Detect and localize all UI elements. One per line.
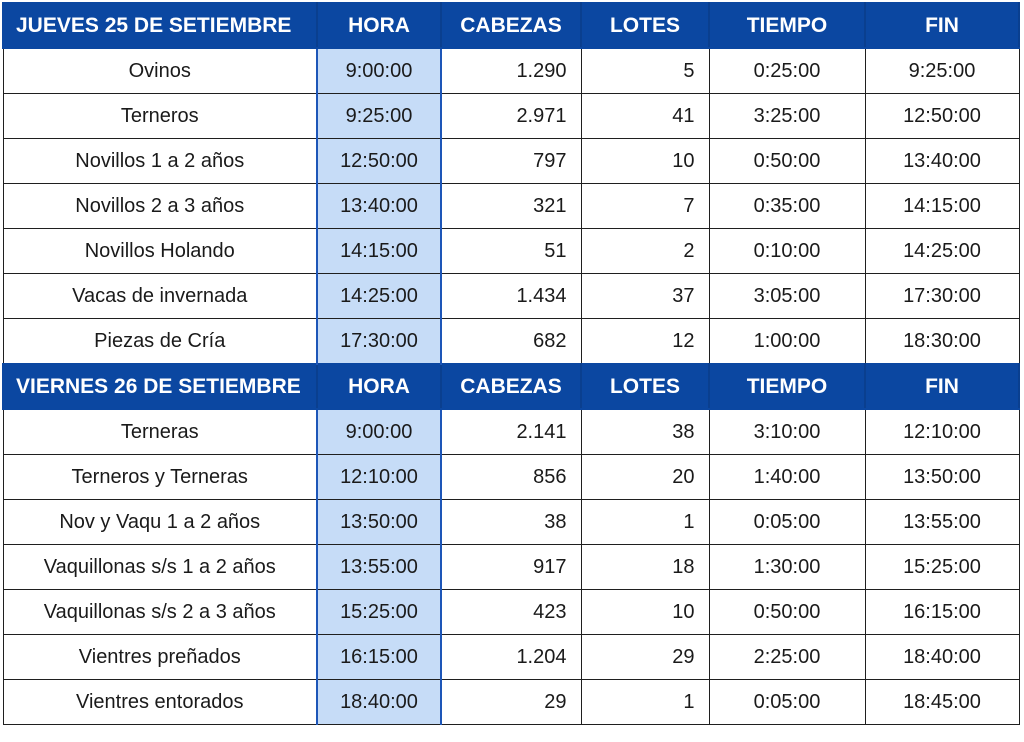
hora-cell: 12:50:00 — [317, 139, 441, 184]
tiempo-cell: 3:25:00 — [709, 94, 865, 139]
day-header-row — [3, 364, 1019, 409]
hora-cell: 9:00:00 — [317, 409, 441, 455]
hora-cell: 14:25:00 — [317, 274, 441, 319]
tiempo-cell: 0:50:00 — [709, 139, 865, 184]
column-header-cabezas: CABEZAS — [441, 3, 581, 48]
fin-cell: 16:15:00 — [865, 590, 1019, 635]
category-cell: Vientres preñados — [3, 635, 317, 680]
fin-cell: 12:50:00 — [865, 94, 1019, 139]
column-header-tiempo: TIEMPO — [709, 364, 865, 409]
hora-cell: 13:50:00 — [317, 500, 441, 545]
lotes-cell: 1 — [581, 500, 709, 545]
table-row — [3, 48, 1019, 94]
tiempo-cell: 3:05:00 — [709, 274, 865, 319]
fin-cell: 13:55:00 — [865, 500, 1019, 545]
tiempo-cell: 0:05:00 — [709, 500, 865, 545]
tiempo-cell: 1:40:00 — [709, 455, 865, 500]
category-cell: Novillos Holando — [3, 229, 317, 274]
cabezas-cell: 51 — [441, 229, 581, 274]
column-header-hora: HORA — [317, 364, 441, 409]
tiempo-cell: 0:05:00 — [709, 680, 865, 725]
fin-cell: 9:25:00 — [865, 48, 1019, 94]
category-cell: Terneros y Terneras — [3, 455, 317, 500]
cabezas-cell: 29 — [441, 680, 581, 725]
hora-cell: 15:25:00 — [317, 590, 441, 635]
hora-cell: 17:30:00 — [317, 319, 441, 365]
schedule-table — [2, 2, 1020, 725]
cabezas-cell: 1.204 — [441, 635, 581, 680]
tiempo-cell: 1:30:00 — [709, 545, 865, 590]
category-cell: Vientres entorados — [3, 680, 317, 725]
table-row — [3, 274, 1019, 319]
category-cell: Terneros — [3, 94, 317, 139]
category-cell: Novillos 2 a 3 años — [3, 184, 317, 229]
column-header-lotes: LOTES — [581, 364, 709, 409]
table-row — [3, 680, 1019, 725]
tiempo-cell: 0:10:00 — [709, 229, 865, 274]
hora-cell: 13:40:00 — [317, 184, 441, 229]
tiempo-cell: 3:10:00 — [709, 409, 865, 455]
category-cell: Ovinos — [3, 48, 317, 94]
lotes-cell: 12 — [581, 319, 709, 365]
auction-schedule — [2, 2, 1018, 725]
lotes-cell: 29 — [581, 635, 709, 680]
table-row — [3, 319, 1019, 365]
table-row — [3, 545, 1019, 590]
day-header-row — [3, 3, 1019, 48]
lotes-cell: 38 — [581, 409, 709, 455]
column-header-fin: FIN — [865, 3, 1019, 48]
table-row — [3, 94, 1019, 139]
fin-cell: 15:25:00 — [865, 545, 1019, 590]
hora-cell: 12:10:00 — [317, 455, 441, 500]
hora-cell: 16:15:00 — [317, 635, 441, 680]
table-row — [3, 455, 1019, 500]
tiempo-cell: 1:00:00 — [709, 319, 865, 365]
category-cell: Terneras — [3, 409, 317, 455]
lotes-cell: 1 — [581, 680, 709, 725]
tiempo-cell: 0:35:00 — [709, 184, 865, 229]
table-row — [3, 409, 1019, 455]
cabezas-cell: 2.971 — [441, 94, 581, 139]
fin-cell: 12:10:00 — [865, 409, 1019, 455]
table-row — [3, 229, 1019, 274]
fin-cell: 18:45:00 — [865, 680, 1019, 725]
table-row — [3, 500, 1019, 545]
lotes-cell: 2 — [581, 229, 709, 274]
lotes-cell: 37 — [581, 274, 709, 319]
hora-cell: 9:00:00 — [317, 48, 441, 94]
column-header-lotes: LOTES — [581, 3, 709, 48]
table-row — [3, 635, 1019, 680]
cabezas-cell: 856 — [441, 455, 581, 500]
cabezas-cell: 321 — [441, 184, 581, 229]
category-cell: Novillos 1 a 2 años — [3, 139, 317, 184]
fin-cell: 17:30:00 — [865, 274, 1019, 319]
fin-cell: 18:40:00 — [865, 635, 1019, 680]
tiempo-cell: 0:50:00 — [709, 590, 865, 635]
hora-cell: 9:25:00 — [317, 94, 441, 139]
category-cell: Vaquillonas s/s 2 a 3 años — [3, 590, 317, 635]
table-row — [3, 184, 1019, 229]
table-row — [3, 139, 1019, 184]
lotes-cell: 7 — [581, 184, 709, 229]
category-cell: Vaquillonas s/s 1 a 2 años — [3, 545, 317, 590]
cabezas-cell: 2.141 — [441, 409, 581, 455]
hora-cell: 18:40:00 — [317, 680, 441, 725]
cabezas-cell: 797 — [441, 139, 581, 184]
fin-cell: 14:25:00 — [865, 229, 1019, 274]
column-header-hora: HORA — [317, 3, 441, 48]
cabezas-cell: 1.434 — [441, 274, 581, 319]
hora-cell: 13:55:00 — [317, 545, 441, 590]
category-cell: Vacas de invernada — [3, 274, 317, 319]
fin-cell: 18:30:00 — [865, 319, 1019, 365]
day-title: JUEVES 25 DE SETIEMBRE — [3, 3, 317, 48]
lotes-cell: 41 — [581, 94, 709, 139]
lotes-cell: 10 — [581, 139, 709, 184]
day-title: VIERNES 26 DE SETIEMBRE — [3, 364, 317, 409]
column-header-cabezas: CABEZAS — [441, 364, 581, 409]
cabezas-cell: 38 — [441, 500, 581, 545]
fin-cell: 13:50:00 — [865, 455, 1019, 500]
column-header-fin: FIN — [865, 364, 1019, 409]
schedule-body — [3, 3, 1019, 725]
column-header-tiempo: TIEMPO — [709, 3, 865, 48]
tiempo-cell: 0:25:00 — [709, 48, 865, 94]
cabezas-cell: 917 — [441, 545, 581, 590]
lotes-cell: 18 — [581, 545, 709, 590]
cabezas-cell: 1.290 — [441, 48, 581, 94]
hora-cell: 14:15:00 — [317, 229, 441, 274]
lotes-cell: 10 — [581, 590, 709, 635]
category-cell: Piezas de Cría — [3, 319, 317, 365]
category-cell: Nov y Vaqu 1 a 2 años — [3, 500, 317, 545]
table-row — [3, 590, 1019, 635]
tiempo-cell: 2:25:00 — [709, 635, 865, 680]
fin-cell: 14:15:00 — [865, 184, 1019, 229]
lotes-cell: 5 — [581, 48, 709, 94]
cabezas-cell: 423 — [441, 590, 581, 635]
cabezas-cell: 682 — [441, 319, 581, 365]
lotes-cell: 20 — [581, 455, 709, 500]
fin-cell: 13:40:00 — [865, 139, 1019, 184]
